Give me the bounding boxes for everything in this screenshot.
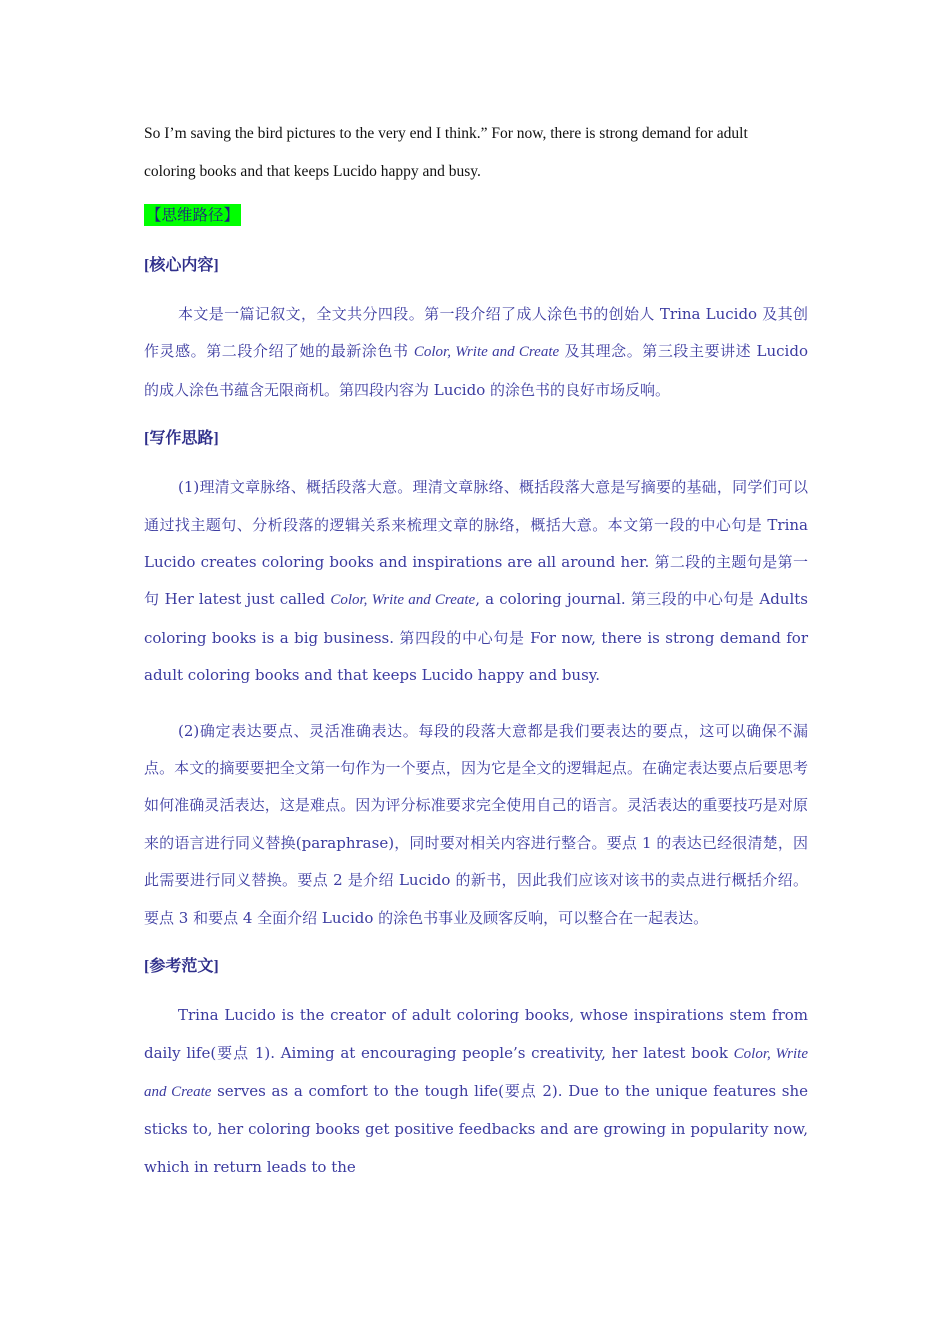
writing-approach-paragraph-2: (2)确定表达要点、灵活准确表达。每段的段落大意都是我们要表达的要点，这可以确保不漏点。本文的摘要要把全文第一句作为一个要点，因为它是全文的逻辑起点。在确定表达要点后要思考如何准确灵活表达，这是难点。因为评分标准要求完全使用自己的语言。灵活表达的重要技巧是对原来的语言进行同义替换(paraphrase)，同时要对相关内容进行整合。要点 1 的表达已经很清楚，因此需要进行同义替换。要点 2 是介绍 Lucido 的新书，因此我们应该对该书的卖点进行概括介绍。要点 3 和要点 4 全面介绍 Lucido 的涂色书事业及顾客反响，可以整合在一起表达。 <box>144 721 808 927</box>
book-title-italic: Color, Write and Create <box>413 344 560 361</box>
core-content-heading: [核心内容] <box>144 257 219 274</box>
highlight-label-row <box>144 204 808 230</box>
continuation-line-1: So I’m saving the bird pictures to the very end I think.” For now, there is strong demand for adult <box>144 125 748 142</box>
writing-p1-text-b: , a coloring journal. 第三段的中心句是 Adults coloring books is a big business. 第四段的中心句是 For now, there is strong demand for adult coloring books and that keeps Lucido happy and busy. <box>144 590 808 685</box>
sample-text-a: Trina Lucido is the creator of adult coloring books, whose inspirations stem from daily life(要点 1). Aiming at encouraging people’s creativity, her latest book <box>144 1006 808 1062</box>
continuation-paragraph <box>144 115 808 190</box>
core-content-paragraph <box>144 296 808 409</box>
core-content-text-b: 及其理念。第三段主要讲述 Lucido 的成人涂色书蕴含无限商机。第四段内容为 Lucido 的涂色书的良好市场反响。 <box>144 342 808 399</box>
paragraph-gap <box>144 695 808 713</box>
thinking-path-highlight-label: 【思维路径】 <box>146 206 240 224</box>
writing-approach-paragraph-1 <box>144 469 808 694</box>
document-page <box>144 115 808 1186</box>
sample-text-b: serves as a comfort to the tough life(要点 2). Due to the unique features she sticks to, her coloring books get positive feedbacks and are growing in popularity now, which in return leads to the <box>144 1081 808 1176</box>
book-title-italic: Color, Write and Create <box>330 592 476 609</box>
continuation-line-2: coloring books and that keeps Lucido happy and busy. <box>144 162 481 180</box>
writing-approach-heading: [写作思路] <box>144 430 219 448</box>
sample-essay-heading: [参考范文] <box>144 958 219 976</box>
book-title-italic: Color, Write and Create <box>144 1045 808 1100</box>
writing-p1-text-a: (1)理清文章脉络、概括段落大意。理清文章脉络、概括段落大意是写摘要的基础，同学们可以通过找主题句、分析段落的逻辑关系来梳理文章的脉络，概括大意。本文第一段的中心句是 Trina Lucido creates coloring books and inspirations are all around her. 第二段的主题句是第一句 Her latest just called <box>144 478 808 609</box>
sample-essay-paragraph <box>144 997 808 1186</box>
core-content-text-a: 本文是一篇记叙文，全文共分四段。第一段介绍了成人涂色书的创始人 Trina Lucido 及其创作灵感。第二段介绍了她的最新涂色书 <box>144 305 808 361</box>
